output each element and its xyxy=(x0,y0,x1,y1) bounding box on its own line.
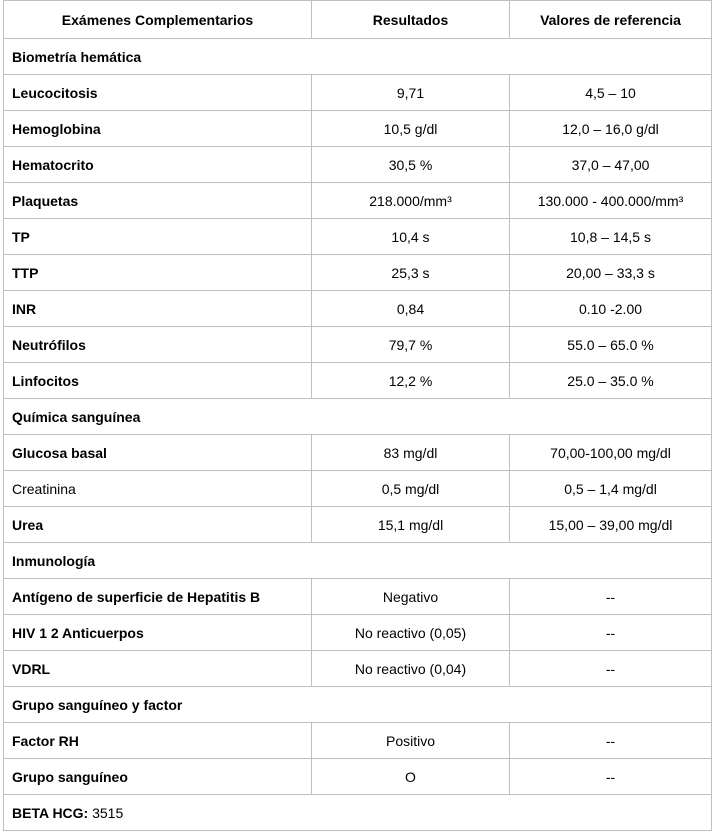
table-row xyxy=(4,759,712,795)
exam-label: TTP xyxy=(4,255,312,291)
table-row xyxy=(4,111,712,147)
header-results: Resultados xyxy=(312,1,510,39)
exam-result: 10,5 g/dl xyxy=(312,111,510,147)
table-row xyxy=(4,291,712,327)
table-row xyxy=(4,723,712,759)
exam-label: Creatinina xyxy=(4,471,312,507)
exam-reference: 70,00-100,00 mg/dl xyxy=(510,435,712,471)
exam-reference: -- xyxy=(510,579,712,615)
table-row xyxy=(4,507,712,543)
table-row xyxy=(4,615,712,651)
exam-result: 218.000/mm³ xyxy=(312,183,510,219)
exam-label: Antígeno de superficie de Hepatitis B xyxy=(4,579,312,615)
exam-result: 12,2 % xyxy=(312,363,510,399)
exam-result: No reactivo (0,05) xyxy=(312,615,510,651)
table-row xyxy=(4,651,712,687)
table-header-row xyxy=(4,1,712,39)
table-row xyxy=(4,327,712,363)
exam-label: Grupo sanguíneo xyxy=(4,759,312,795)
table-row xyxy=(4,471,712,507)
beta-hcg-cell xyxy=(4,795,712,831)
exam-result: 83 mg/dl xyxy=(312,435,510,471)
table-row xyxy=(4,363,712,399)
exam-reference: 0.10 -2.00 xyxy=(510,291,712,327)
header-reference: Valores de referencia xyxy=(510,1,712,39)
table-row xyxy=(4,183,712,219)
section-title: Química sanguínea xyxy=(4,399,712,435)
table-row xyxy=(4,75,712,111)
exam-result: O xyxy=(312,759,510,795)
section-row-quimica xyxy=(4,399,712,435)
exam-reference: 10,8 – 14,5 s xyxy=(510,219,712,255)
section-title: Inmunología xyxy=(4,543,712,579)
exam-label: Hemoglobina xyxy=(4,111,312,147)
exam-reference: 4,5 – 10 xyxy=(510,75,712,111)
exam-reference: -- xyxy=(510,759,712,795)
exam-result: 25,3 s xyxy=(312,255,510,291)
section-row-grupo-sanguineo xyxy=(4,687,712,723)
exam-reference: -- xyxy=(510,615,712,651)
exam-label: Leucocitosis xyxy=(4,75,312,111)
exam-reference: 15,00 – 39,00 mg/dl xyxy=(510,507,712,543)
exam-result: 10,4 s xyxy=(312,219,510,255)
section-row-biometria xyxy=(4,39,712,75)
beta-hcg-label: BETA HCG: xyxy=(12,804,89,821)
exam-result: 30,5 % xyxy=(312,147,510,183)
exam-label: Linfocitos xyxy=(4,363,312,399)
exam-reference: 37,0 – 47,00 xyxy=(510,147,712,183)
lab-results-table xyxy=(3,0,712,831)
beta-hcg-value: 3515 xyxy=(88,804,124,821)
exam-label: VDRL xyxy=(4,651,312,687)
exam-label: TP xyxy=(4,219,312,255)
exam-reference: 130.000 - 400.000/mm³ xyxy=(510,183,712,219)
exam-label: Urea xyxy=(4,507,312,543)
beta-hcg-row xyxy=(4,795,712,831)
exam-label: Glucosa basal xyxy=(4,435,312,471)
section-title: Grupo sanguíneo y factor xyxy=(4,687,712,723)
exam-result: 9,71 xyxy=(312,75,510,111)
table-row xyxy=(4,255,712,291)
section-title: Biometría hemática xyxy=(4,39,712,75)
exam-label: Plaquetas xyxy=(4,183,312,219)
exam-result: 79,7 % xyxy=(312,327,510,363)
exam-result: Negativo xyxy=(312,579,510,615)
exam-reference: 0,5 – 1,4 mg/dl xyxy=(510,471,712,507)
exam-result: 0,5 mg/dl xyxy=(312,471,510,507)
exam-result: 0,84 xyxy=(312,291,510,327)
table-row xyxy=(4,219,712,255)
exam-reference: -- xyxy=(510,651,712,687)
exam-reference: -- xyxy=(510,723,712,759)
exam-reference: 25.0 – 35.0 % xyxy=(510,363,712,399)
exam-reference: 20,00 – 33,3 s xyxy=(510,255,712,291)
section-row-inmunologia xyxy=(4,543,712,579)
table-row xyxy=(4,435,712,471)
exam-result: 15,1 mg/dl xyxy=(312,507,510,543)
header-exams: Exámenes Complementarios xyxy=(4,1,312,39)
exam-result: Positivo xyxy=(312,723,510,759)
exam-label: Neutrófilos xyxy=(4,327,312,363)
table-row xyxy=(4,147,712,183)
exam-result: No reactivo (0,04) xyxy=(312,651,510,687)
exam-label: Factor RH xyxy=(4,723,312,759)
exam-reference: 12,0 – 16,0 g/dl xyxy=(510,111,712,147)
table-row xyxy=(4,579,712,615)
exam-label: Hematocrito xyxy=(4,147,312,183)
exam-reference: 55.0 – 65.0 % xyxy=(510,327,712,363)
exam-label: INR xyxy=(4,291,312,327)
exam-label: HIV 1 2 Anticuerpos xyxy=(4,615,312,651)
